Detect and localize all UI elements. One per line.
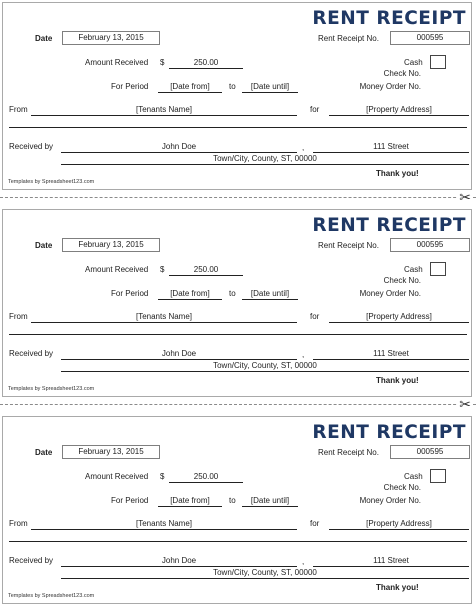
rent-receipt xyxy=(2,2,472,190)
tenant-name-field[interactable]: [Tenants Name] xyxy=(31,104,297,116)
money-order-label: Money Order No. xyxy=(359,496,421,505)
scissors-icon: ✂ xyxy=(459,396,471,412)
currency-symbol: $ xyxy=(160,265,165,274)
thank-you-text: Thank you! xyxy=(376,583,419,592)
street-field[interactable]: 111 Street xyxy=(313,555,469,567)
currency-symbol: $ xyxy=(160,472,165,481)
received-by-label: Received by xyxy=(9,142,54,151)
cash-checkbox[interactable] xyxy=(430,469,446,483)
cash-checkbox[interactable] xyxy=(430,262,446,276)
receipt-no-field[interactable]: 000595 xyxy=(390,238,470,252)
cash-label: Cash xyxy=(404,58,423,67)
receiver-name-field[interactable]: John Doe xyxy=(61,348,297,360)
date-until-field[interactable]: [Date until] xyxy=(242,495,298,507)
date-until-field[interactable]: [Date until] xyxy=(242,81,298,93)
street-field[interactable]: 111 Street xyxy=(313,348,469,360)
date-field[interactable]: February 13, 2015 xyxy=(62,445,160,459)
footer-credit: Templates by Spreadsheet123.com xyxy=(8,179,95,185)
date-from-field[interactable]: [Date from] xyxy=(158,288,222,300)
receiver-name-field[interactable]: John Doe xyxy=(61,141,297,153)
check-no-label: Check No. xyxy=(383,69,421,78)
cash-label: Cash xyxy=(404,472,423,481)
receipt-no-label: Rent Receipt No. xyxy=(318,241,379,250)
amount-label: Amount Received xyxy=(85,265,149,274)
property-address-field[interactable]: [Property Address] xyxy=(329,311,469,323)
check-no-label: Check No. xyxy=(383,276,421,285)
period-label: For Period xyxy=(111,82,149,91)
receipt-title: RENT RECEIPT xyxy=(312,8,466,29)
period-label: For Period xyxy=(111,496,149,505)
receiver-name-field[interactable]: John Doe xyxy=(61,555,297,567)
cut-line xyxy=(0,189,476,205)
cut-line xyxy=(0,396,476,412)
from-label: From xyxy=(9,312,28,321)
receipt-no-label: Rent Receipt No. xyxy=(318,34,379,43)
comma-separator: , xyxy=(302,143,305,152)
receipt-title: RENT RECEIPT xyxy=(312,422,466,443)
date-field[interactable]: February 13, 2015 xyxy=(62,238,160,252)
cash-label: Cash xyxy=(404,265,423,274)
money-order-label: Money Order No. xyxy=(359,289,421,298)
date-label: Date xyxy=(35,241,53,250)
amount-field[interactable]: 250.00 xyxy=(169,264,243,276)
to-label: to xyxy=(229,496,236,505)
cash-checkbox[interactable] xyxy=(430,55,446,69)
property-address-field[interactable]: [Property Address] xyxy=(329,104,469,116)
comma-separator: , xyxy=(302,350,305,359)
date-label: Date xyxy=(35,448,53,457)
receipt-no-field[interactable]: 000595 xyxy=(390,31,470,45)
street-field[interactable]: 111 Street xyxy=(313,141,469,153)
date-until-field[interactable]: [Date until] xyxy=(242,288,298,300)
to-label: to xyxy=(229,289,236,298)
footer-credit: Templates by Spreadsheet123.com xyxy=(8,386,95,392)
for-label: for xyxy=(310,519,320,528)
property-address-field[interactable]: [Property Address] xyxy=(329,518,469,530)
thank-you-text: Thank you! xyxy=(376,169,419,178)
amount-label: Amount Received xyxy=(85,472,149,481)
amount-field[interactable]: 250.00 xyxy=(169,57,243,69)
city-line-field[interactable]: Town/City, County, ST, 00000 xyxy=(61,153,469,165)
from-label: From xyxy=(9,105,28,114)
date-label: Date xyxy=(35,34,53,43)
tenant-name-field[interactable]: [Tenants Name] xyxy=(31,311,297,323)
date-from-field[interactable]: [Date from] xyxy=(158,495,222,507)
receipt-no-label: Rent Receipt No. xyxy=(318,448,379,457)
rent-receipt xyxy=(2,416,472,604)
date-from-field[interactable]: [Date from] xyxy=(158,81,222,93)
receipt-no-field[interactable]: 000595 xyxy=(390,445,470,459)
period-label: For Period xyxy=(111,289,149,298)
divider-line xyxy=(9,541,467,542)
rent-receipt xyxy=(2,209,472,397)
receipt-title: RENT RECEIPT xyxy=(312,215,466,236)
tenant-name-field[interactable]: [Tenants Name] xyxy=(31,518,297,530)
comma-separator: , xyxy=(302,557,305,566)
date-field[interactable]: February 13, 2015 xyxy=(62,31,160,45)
from-label: From xyxy=(9,519,28,528)
amount-field[interactable]: 250.00 xyxy=(169,471,243,483)
scissors-icon: ✂ xyxy=(459,189,471,205)
currency-symbol: $ xyxy=(160,58,165,67)
money-order-label: Money Order No. xyxy=(359,82,421,91)
footer-credit: Templates by Spreadsheet123.com xyxy=(8,593,95,599)
to-label: to xyxy=(229,82,236,91)
divider-line xyxy=(9,127,467,128)
received-by-label: Received by xyxy=(9,349,54,358)
city-line-field[interactable]: Town/City, County, ST, 00000 xyxy=(61,567,469,579)
for-label: for xyxy=(310,312,320,321)
amount-label: Amount Received xyxy=(85,58,149,67)
divider-line xyxy=(9,334,467,335)
city-line-field[interactable]: Town/City, County, ST, 00000 xyxy=(61,360,469,372)
received-by-label: Received by xyxy=(9,556,54,565)
check-no-label: Check No. xyxy=(383,483,421,492)
for-label: for xyxy=(310,105,320,114)
thank-you-text: Thank you! xyxy=(376,376,419,385)
